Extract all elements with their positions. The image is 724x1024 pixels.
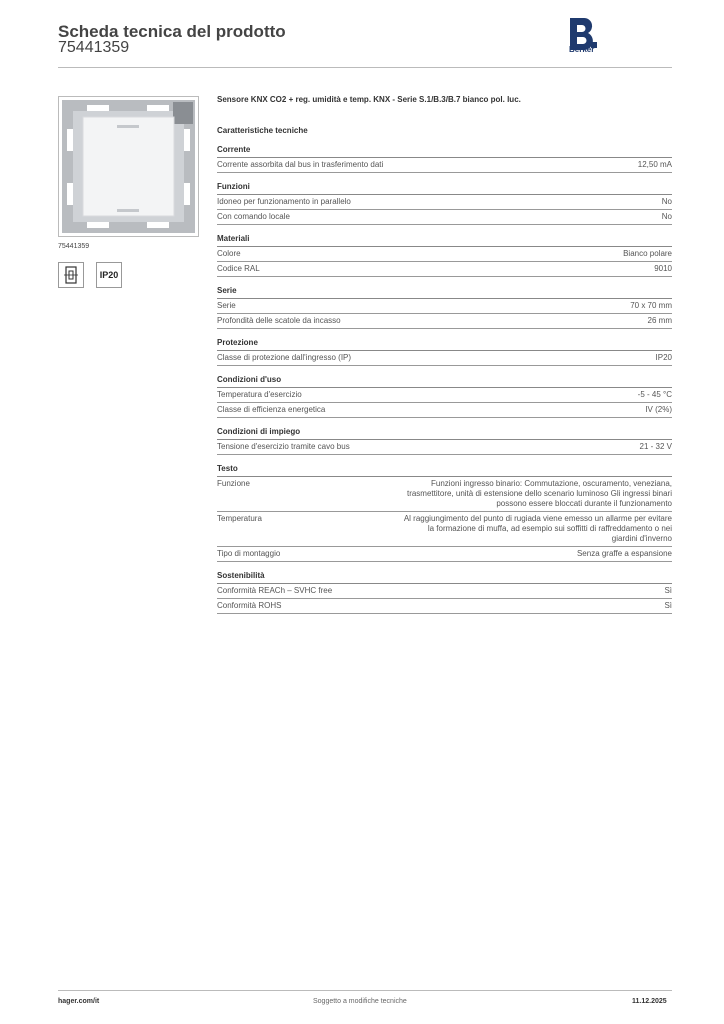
product-code: 75441359 xyxy=(58,39,130,56)
spec-label: Classe di efficienza energetica xyxy=(217,405,326,414)
spec-group-title: Protezione xyxy=(217,338,672,351)
spec-value: 26 mm xyxy=(647,316,672,325)
product-name: Sensore KNX CO2 + reg. umidità e temp. KNX - Serie S.1/B.3/B.7 bianco pol. luc. xyxy=(217,95,521,104)
spec-value: Sì xyxy=(664,601,672,610)
spec-row xyxy=(217,210,672,225)
section-title: Caratteristiche tecniche xyxy=(217,126,308,135)
spec-value: 70 x 70 mm xyxy=(630,301,672,310)
spec-group-title: Funzioni xyxy=(217,182,672,195)
spec-value: Funzioni ingresso binario: Commutazione, oscuramento, veneziana, trasmettitore, unità di estensione dello scenario luminoso Gli ingressi binari possono essere bloccati durante il funzionamento xyxy=(406,479,672,508)
spec-value: -5 - 45 °C xyxy=(637,390,672,399)
flush-mount-icon xyxy=(58,262,84,288)
spec-value: 21 - 32 V xyxy=(639,442,672,451)
spec-label: Corrente assorbita dal bus in trasferimento dati xyxy=(217,160,384,169)
spec-label: Funzione xyxy=(217,479,250,488)
footer-website[interactable]: hager.com/it xyxy=(58,998,100,1005)
spec-row xyxy=(217,547,672,562)
spec-groups xyxy=(217,145,672,614)
spec-row xyxy=(217,403,672,418)
spec-row xyxy=(217,477,672,512)
spec-label: Conformità REACh – SVHC free xyxy=(217,586,333,595)
brand-name: Berker xyxy=(569,45,595,54)
spec-group xyxy=(217,145,672,173)
spec-label: Tipo di montaggio xyxy=(217,549,281,558)
spec-group-title: Serie xyxy=(217,286,672,299)
product-image xyxy=(58,96,199,237)
spec-row xyxy=(217,247,672,262)
ip20-label: IP20 xyxy=(99,270,119,280)
spec-group xyxy=(217,338,672,366)
spec-label: Temperatura xyxy=(217,514,262,523)
spec-label: Colore xyxy=(217,249,241,258)
spec-label: Classe di protezione dall'ingresso (IP) xyxy=(217,353,352,362)
spec-row xyxy=(217,599,672,614)
spec-label: Temperatura d'esercizio xyxy=(217,390,302,399)
spec-group-title: Condizioni d'uso xyxy=(217,375,672,388)
spec-value: IP20 xyxy=(655,353,672,362)
spec-value: 9010 xyxy=(654,264,672,273)
spec-row xyxy=(217,440,672,455)
spec-label: Codice RAL xyxy=(217,264,260,273)
spec-value: 12,50 mA xyxy=(637,160,672,169)
spec-value: No xyxy=(661,197,672,206)
page-title: Scheda tecnica del prodotto xyxy=(58,22,286,41)
spec-value: Sì xyxy=(664,586,672,595)
spec-row xyxy=(217,158,672,173)
spec-row xyxy=(217,314,672,329)
spec-group xyxy=(217,427,672,455)
spec-group-title: Sostenibilità xyxy=(217,571,672,584)
spec-label: Serie xyxy=(217,301,236,310)
spec-value: Al raggiungimento del punto di rugiada viene emesso un allarme per evitare la formazione di muffa, ad esempio sui soffitti di raffreddamento o nei giardini d'inverno xyxy=(403,514,672,543)
spec-group-title: Condizioni di impiego xyxy=(217,427,672,440)
spec-label: Conformità ROHS xyxy=(217,601,282,610)
spec-group xyxy=(217,571,672,614)
spec-row xyxy=(217,195,672,210)
spec-group xyxy=(217,234,672,277)
footer-divider xyxy=(58,990,672,991)
spec-row xyxy=(217,351,672,366)
spec-group-title: Materiali xyxy=(217,234,672,247)
image-caption: 75441359 xyxy=(58,243,90,250)
spec-group xyxy=(217,286,672,329)
header-divider xyxy=(58,67,672,68)
spec-label: Profondità delle scatole da incasso xyxy=(217,316,341,325)
spec-value: Bianco polare xyxy=(623,249,672,258)
spec-group xyxy=(217,375,672,418)
spec-group xyxy=(217,182,672,225)
spec-label: Tensione d'esercizio tramite cavo bus xyxy=(217,442,350,451)
spec-value: No xyxy=(661,212,672,221)
spec-group-title: Testo xyxy=(217,464,672,477)
spec-value: IV (2%) xyxy=(645,405,672,414)
spec-row xyxy=(217,388,672,403)
spec-label: Idoneo per funzionamento in parallelo xyxy=(217,197,351,206)
spec-label: Con comando locale xyxy=(217,212,290,221)
footer-disclaimer: Soggetto a modifiche tecniche xyxy=(313,998,407,1005)
spec-row xyxy=(217,262,672,277)
ip20-badge xyxy=(96,262,122,288)
spec-row xyxy=(217,512,672,547)
spec-group xyxy=(217,464,672,562)
spec-value: Senza graffe a espansione xyxy=(576,549,672,558)
spec-group-title: Corrente xyxy=(217,145,672,158)
spec-row xyxy=(217,299,672,314)
footer-date: 11.12.2025 xyxy=(632,998,667,1005)
spec-row xyxy=(217,584,672,599)
spec-sheet xyxy=(217,95,672,623)
